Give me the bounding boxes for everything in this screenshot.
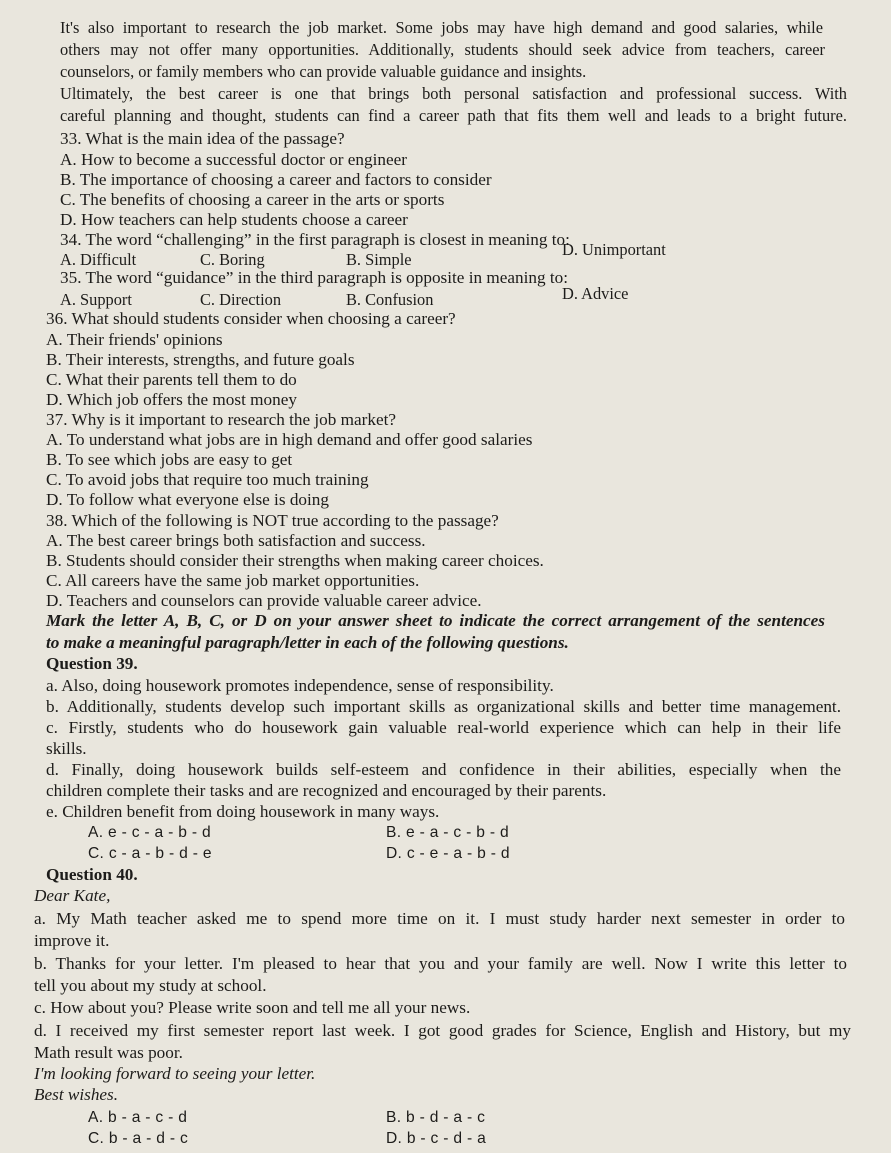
answer-option: A. Their friends' opinions [46, 330, 223, 349]
question-stem: 38. Which of the following is NOT true according to the passage? [46, 511, 499, 530]
answer-option: C. All careers have the same job market opportunities. [46, 571, 420, 590]
passage-line: Ultimately, the best career is one that brings both personal satisfaction and professional success. With [60, 84, 847, 103]
answer-option: D. Teachers and counselors can provide valuable career advice. [46, 591, 482, 610]
sentence-line: d. Finally, doing housework builds self-esteem and confidence in their abilities, especially when the [46, 760, 841, 779]
answer-option: A. How to become a successful doctor or engineer [60, 150, 407, 169]
answer-option: B. Simple [346, 250, 412, 269]
answer-option: C. What their parents tell them to do [46, 370, 297, 389]
sentence-line: skills. [46, 739, 87, 758]
sentence-line: c. Firstly, students who do housework gain valuable real-world experience which can help in their life [46, 718, 841, 737]
sentence-line: tell you about my study at school. [34, 976, 267, 995]
question-stem: 36. What should students consider when choosing a career? [46, 309, 456, 328]
answer-option: D. c - e - a - b - d [386, 845, 510, 862]
passage-line: counselors, or family members who can provide valuable guidance and insights. [60, 62, 587, 81]
answer-option: D. To follow what everyone else is doing [46, 490, 329, 509]
letter-closing: I'm looking forward to seeing your letter. [34, 1064, 316, 1083]
answer-option: C. Boring [200, 250, 265, 269]
sentence-line: b. Thanks for your letter. I'm pleased to hear that you and your family are well. Now I write this letter to [34, 954, 847, 973]
letter-signoff: Best wishes. [34, 1085, 119, 1104]
sentence-line: children complete their tasks and are recognized and encouraged by their parents. [46, 781, 607, 800]
answer-option: D. Advice [562, 284, 629, 303]
section-instruction: Mark the letter A, B, C, or D on your answer sheet to indicate the correct arrangement of the sentences [46, 611, 825, 630]
answer-option: D. How teachers can help students choose a career [60, 210, 408, 229]
sentence-line: improve it. [34, 931, 110, 950]
answer-option: B. The importance of choosing a career and factors to consider [60, 170, 492, 189]
passage-line: It's also important to research the job market. Some jobs may have high demand and good salaries, while [60, 18, 823, 37]
answer-option: C. b - a - d - c [88, 1130, 189, 1147]
answer-option: A. To understand what jobs are in high demand and offer good salaries [46, 430, 533, 449]
section-instruction: to make a meaningful paragraph/letter in each of the following questions. [46, 633, 569, 652]
passage-line: others may not offer many opportunities. Additionally, students should seek advice from teachers, career [60, 40, 825, 59]
sentence-line: d. I received my first semester report last week. I got good grades for Science, English and History, but my [34, 1021, 851, 1040]
question-stem: 35. The word “guidance” in the third paragraph is opposite in meaning to: [60, 268, 569, 287]
question-stem: 34. The word “challenging” in the first paragraph is closest in meaning to: [60, 230, 570, 249]
answer-option: B. b - d - a - c [386, 1109, 486, 1126]
question-stem: 37. Why is it important to research the job market? [46, 410, 397, 429]
answer-option: C. Direction [200, 290, 282, 309]
answer-option: D. Which job offers the most money [46, 390, 297, 409]
answer-option: B. Students should consider their strengths when making career choices. [46, 551, 544, 570]
answer-option: B. e - a - c - b - d [386, 824, 509, 841]
answer-option: B. Confusion [346, 290, 434, 309]
answer-option: D. Unimportant [562, 240, 666, 259]
sentence-line: b. Additionally, students develop such important skills as organizational skills and better time management. [46, 697, 841, 716]
sentence-line: c. How about you? Please write soon and tell me all your news. [34, 998, 471, 1017]
sentence-line: a. My Math teacher asked me to spend more time on it. I must study harder next semester in order to [34, 909, 845, 928]
letter-greeting: Dear Kate, [34, 886, 111, 905]
answer-option: A. Difficult [60, 250, 137, 269]
sentence-line: Math result was poor. [34, 1043, 183, 1062]
answer-option: C. c - a - b - d - e [88, 845, 212, 862]
answer-option: B. To see which jobs are easy to get [46, 450, 293, 469]
answer-option: A. b - a - c - d [88, 1109, 188, 1126]
sentence-line: e. Children benefit from doing housework in many ways. [46, 802, 440, 821]
answer-option: C. The benefits of choosing a career in the arts or sports [60, 190, 445, 209]
answer-option: C. To avoid jobs that require too much training [46, 470, 369, 489]
answer-option: A. The best career brings both satisfaction and success. [46, 531, 426, 550]
answer-option: B. Their interests, strengths, and future goals [46, 350, 355, 369]
question-title: Question 39. [46, 654, 138, 673]
answer-option: A. e - c - a - b - d [88, 824, 211, 841]
passage-line: careful planning and thought, students can find a career path that fits them well and leads to a bright future. [60, 106, 847, 125]
answer-option: D. b - c - d - a [386, 1130, 487, 1147]
question-stem: 33. What is the main idea of the passage? [60, 129, 345, 148]
sentence-line: a. Also, doing housework promotes independence, sense of responsibility. [46, 676, 554, 695]
question-title: Question 40. [46, 865, 138, 884]
answer-option: A. Support [60, 290, 132, 309]
